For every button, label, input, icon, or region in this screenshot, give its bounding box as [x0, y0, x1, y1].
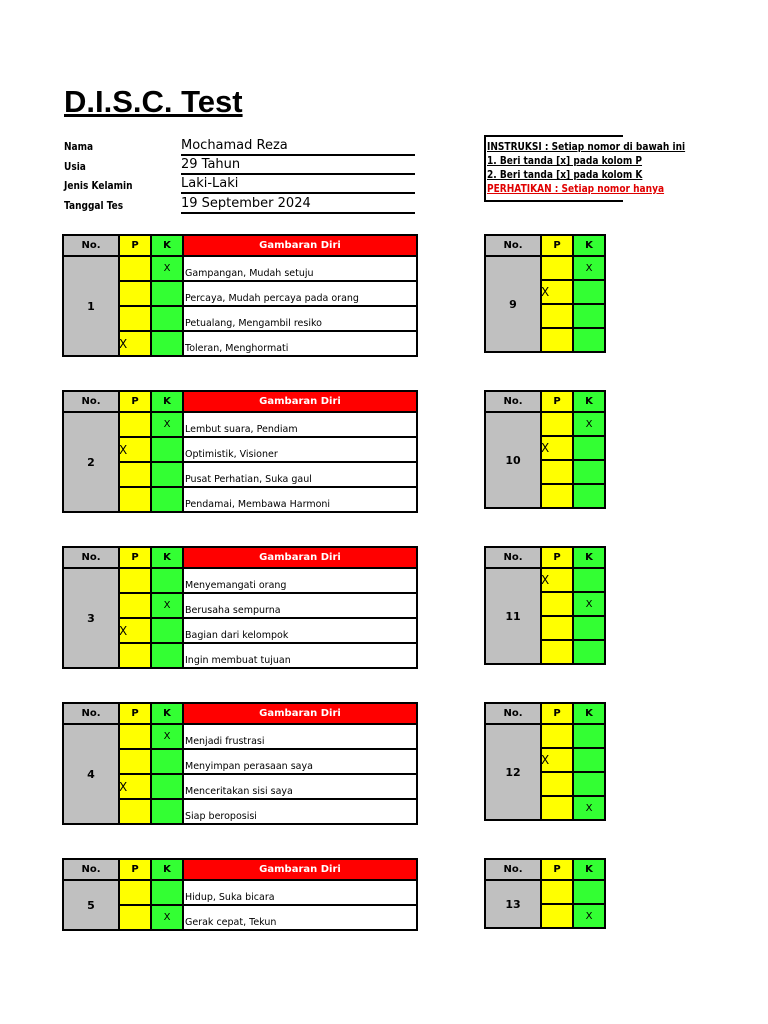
- table-header-row: [63, 703, 417, 724]
- k-checkbox-cell[interactable]: X: [151, 905, 183, 930]
- question-number: 2: [63, 412, 119, 512]
- p-mark: X: [119, 779, 128, 794]
- name-field[interactable]: Mochamad Reza: [181, 137, 415, 156]
- statement-text: Menyimpan perasaan saya: [183, 749, 417, 774]
- p-checkbox-cell[interactable]: [119, 749, 151, 774]
- k-checkbox-cell[interactable]: X: [151, 724, 183, 749]
- header-no: No.: [485, 235, 541, 256]
- instruction-line: INSTRUKSI : Setiap nomor di bawah ini: [487, 141, 686, 153]
- gender-label: Jenis Kelamin: [64, 179, 133, 192]
- question-table: [484, 234, 606, 353]
- p-checkbox-cell[interactable]: [541, 256, 573, 280]
- p-checkbox-cell[interactable]: [541, 328, 573, 352]
- header-k: K: [573, 547, 605, 568]
- statement-text: Gerak cepat, Tekun: [183, 905, 417, 930]
- test-date-field[interactable]: 19 September 2024: [181, 195, 415, 214]
- k-checkbox-cell[interactable]: X: [151, 593, 183, 618]
- statement-text: Menyemangati orang: [183, 568, 417, 593]
- question-group: [62, 702, 418, 825]
- k-checkbox-cell[interactable]: [573, 748, 605, 772]
- header-gambaran: Gambaran Diri: [183, 391, 417, 412]
- statement-text: Percaya, Mudah percaya pada orang: [183, 281, 417, 306]
- header-p: P: [119, 235, 151, 256]
- table-row: [485, 412, 605, 436]
- instruction-warning: PERHATIKAN : Setiap nomor hanya: [487, 183, 665, 195]
- question-table: [484, 702, 606, 821]
- table-row: [63, 880, 417, 905]
- k-checkbox-cell[interactable]: [573, 568, 605, 592]
- statement-text: Lembut suara, Pendiam: [183, 412, 417, 437]
- p-checkbox-cell[interactable]: [119, 331, 151, 356]
- p-checkbox-cell[interactable]: [541, 412, 573, 436]
- p-checkbox-cell[interactable]: [541, 796, 573, 820]
- k-checkbox-cell[interactable]: X: [151, 412, 183, 437]
- table-row: [485, 880, 605, 904]
- table-row: [63, 568, 417, 593]
- header-p: P: [541, 859, 573, 880]
- statement-text: Berusaha sempurna: [183, 593, 417, 618]
- p-checkbox-cell[interactable]: [119, 487, 151, 512]
- question-table: [62, 858, 418, 931]
- p-checkbox-cell[interactable]: [119, 281, 151, 306]
- k-checkbox-cell[interactable]: [151, 618, 183, 643]
- header-no: No.: [63, 391, 119, 412]
- statement-text: Gampangan, Mudah setuju: [183, 256, 417, 281]
- name-label: Nama: [64, 140, 94, 153]
- p-checkbox-cell[interactable]: [119, 306, 151, 331]
- k-checkbox-cell[interactable]: [151, 487, 183, 512]
- question-group: [62, 390, 418, 513]
- p-mark: X: [541, 285, 550, 299]
- table-header-row: [63, 547, 417, 568]
- question-number: 5: [63, 880, 119, 930]
- question-table: [484, 858, 606, 929]
- question-group: [484, 390, 623, 509]
- header-p: P: [541, 391, 573, 412]
- table-row: [63, 412, 417, 437]
- instruction-line: 1. Beri tanda [x] pada kolom P: [487, 155, 643, 167]
- statement-text: Pendamai, Membawa Harmoni: [183, 487, 417, 512]
- gender-field[interactable]: Laki-Laki: [181, 175, 415, 194]
- question-group: [484, 858, 623, 929]
- instruction-line: 2. Beri tanda [x] pada kolom K: [487, 169, 643, 181]
- table-row: [485, 256, 605, 280]
- header-k: K: [573, 703, 605, 724]
- statement-text: Menjadi frustrasi: [183, 724, 417, 749]
- header-gambaran: Gambaran Diri: [183, 703, 417, 724]
- p-mark: X: [119, 442, 128, 457]
- header-p: P: [119, 859, 151, 880]
- k-checkbox-cell[interactable]: [573, 616, 605, 640]
- age-label: Usia: [64, 160, 86, 173]
- question-number: 12: [485, 724, 541, 820]
- p-mark: X: [541, 573, 550, 587]
- header-no: No.: [63, 235, 119, 256]
- k-checkbox-cell[interactable]: X: [151, 256, 183, 281]
- statement-text: Bagian dari kelompok: [183, 618, 417, 643]
- k-checkbox-cell[interactable]: [573, 640, 605, 664]
- header-p: P: [541, 547, 573, 568]
- question-number: 4: [63, 724, 119, 824]
- question-group: [484, 234, 623, 353]
- k-checkbox-cell[interactable]: X: [573, 796, 605, 820]
- p-checkbox-cell[interactable]: [541, 460, 573, 484]
- statement-text: Pusat Perhatian, Suka gaul: [183, 462, 417, 487]
- p-checkbox-cell[interactable]: [541, 436, 573, 460]
- header-k: K: [151, 391, 183, 412]
- k-checkbox-cell[interactable]: X: [573, 256, 605, 280]
- statement-text: Siap beroposisi: [183, 799, 417, 824]
- table-header-row: [485, 235, 605, 256]
- k-checkbox-cell[interactable]: [151, 281, 183, 306]
- k-checkbox-cell[interactable]: X: [573, 592, 605, 616]
- p-checkbox-cell[interactable]: [541, 304, 573, 328]
- k-checkbox-cell[interactable]: [151, 774, 183, 799]
- k-checkbox-cell[interactable]: [573, 304, 605, 328]
- question-group: [484, 546, 623, 665]
- table-row: [485, 724, 605, 748]
- header-k: K: [573, 859, 605, 880]
- p-checkbox-cell[interactable]: [119, 593, 151, 618]
- k-checkbox-cell[interactable]: [573, 772, 605, 796]
- p-checkbox-cell[interactable]: [541, 568, 573, 592]
- question-table: [484, 546, 606, 665]
- k-checkbox-cell[interactable]: [573, 460, 605, 484]
- header-k: K: [573, 235, 605, 256]
- question-number: 10: [485, 412, 541, 508]
- p-checkbox-cell[interactable]: [119, 568, 151, 593]
- p-checkbox-cell[interactable]: [119, 724, 151, 749]
- header-p: P: [119, 391, 151, 412]
- p-checkbox-cell[interactable]: [119, 256, 151, 281]
- p-mark: X: [119, 623, 128, 638]
- table-row: [485, 568, 605, 592]
- k-checkbox-cell[interactable]: [573, 328, 605, 352]
- header-p: P: [541, 235, 573, 256]
- p-checkbox-cell[interactable]: [541, 280, 573, 304]
- header-no: No.: [63, 547, 119, 568]
- k-checkbox-cell[interactable]: [151, 799, 183, 824]
- p-checkbox-cell[interactable]: [119, 774, 151, 799]
- k-checkbox-cell[interactable]: X: [573, 412, 605, 436]
- table-row: [63, 724, 417, 749]
- p-mark: X: [541, 753, 550, 767]
- p-checkbox-cell[interactable]: [541, 904, 573, 928]
- header-k: K: [151, 235, 183, 256]
- question-number: 9: [485, 256, 541, 352]
- p-checkbox-cell[interactable]: [119, 643, 151, 668]
- p-checkbox-cell[interactable]: [541, 640, 573, 664]
- p-mark: X: [119, 336, 128, 351]
- k-checkbox-cell[interactable]: [573, 280, 605, 304]
- p-checkbox-cell[interactable]: [119, 412, 151, 437]
- table-header-row: [63, 391, 417, 412]
- statement-text: Toleran, Menghormati: [183, 331, 417, 356]
- header-no: No.: [63, 703, 119, 724]
- question-table: [62, 234, 418, 357]
- question-group: [62, 234, 418, 357]
- header-no: No.: [485, 547, 541, 568]
- question-table: [484, 390, 606, 509]
- header-k: K: [151, 547, 183, 568]
- header-p: P: [119, 547, 151, 568]
- header-gambaran: Gambaran Diri: [183, 547, 417, 568]
- header-no: No.: [485, 859, 541, 880]
- k-checkbox-cell[interactable]: [151, 749, 183, 774]
- question-table: [62, 546, 418, 669]
- statement-text: Menceritakan sisi saya: [183, 774, 417, 799]
- question-table: [62, 702, 418, 825]
- p-checkbox-cell[interactable]: [541, 724, 573, 748]
- statement-text: Ingin membuat tujuan: [183, 643, 417, 668]
- table-header-row: [63, 235, 417, 256]
- p-checkbox-cell[interactable]: [541, 616, 573, 640]
- p-checkbox-cell[interactable]: [541, 592, 573, 616]
- table-header-row: [485, 391, 605, 412]
- k-checkbox-cell[interactable]: [151, 331, 183, 356]
- table-header-row: [485, 703, 605, 724]
- k-checkbox-cell[interactable]: [573, 436, 605, 460]
- p-checkbox-cell[interactable]: [541, 484, 573, 508]
- p-checkbox-cell[interactable]: [119, 618, 151, 643]
- question-group: [62, 546, 418, 669]
- table-header-row: [63, 859, 417, 880]
- header-no: No.: [485, 703, 541, 724]
- table-header-row: [485, 859, 605, 880]
- page-title: D.I.S.C. Test: [64, 84, 243, 119]
- header-k: K: [151, 703, 183, 724]
- statement-text: Optimistik, Visioner: [183, 437, 417, 462]
- table-header-row: [485, 547, 605, 568]
- k-checkbox-cell[interactable]: X: [573, 904, 605, 928]
- k-checkbox-cell[interactable]: [573, 724, 605, 748]
- header-no: No.: [63, 859, 119, 880]
- header-gambaran: Gambaran Diri: [183, 859, 417, 880]
- k-checkbox-cell[interactable]: [151, 437, 183, 462]
- p-checkbox-cell[interactable]: [119, 799, 151, 824]
- p-checkbox-cell[interactable]: [119, 880, 151, 905]
- k-checkbox-cell[interactable]: [151, 880, 183, 905]
- header-no: No.: [485, 391, 541, 412]
- test-date-label: Tanggal Tes: [64, 199, 124, 212]
- p-checkbox-cell[interactable]: [119, 905, 151, 930]
- p-checkbox-cell[interactable]: [119, 462, 151, 487]
- question-group: [62, 858, 418, 931]
- p-checkbox-cell[interactable]: [541, 748, 573, 772]
- question-number: 1: [63, 256, 119, 356]
- statement-text: Petualang, Mengambil resiko: [183, 306, 417, 331]
- k-checkbox-cell[interactable]: [151, 643, 183, 668]
- statement-text: Hidup, Suka bicara: [183, 880, 417, 905]
- header-k: K: [573, 391, 605, 412]
- question-number: 13: [485, 880, 541, 928]
- p-checkbox-cell[interactable]: [119, 437, 151, 462]
- question-table: [62, 390, 418, 513]
- k-checkbox-cell[interactable]: [151, 462, 183, 487]
- p-checkbox-cell[interactable]: [541, 880, 573, 904]
- k-checkbox-cell[interactable]: [573, 484, 605, 508]
- question-number: 3: [63, 568, 119, 668]
- k-checkbox-cell[interactable]: [151, 306, 183, 331]
- header-p: P: [541, 703, 573, 724]
- header-p: P: [119, 703, 151, 724]
- header-gambaran: Gambaran Diri: [183, 235, 417, 256]
- header-k: K: [151, 859, 183, 880]
- k-checkbox-cell[interactable]: [573, 880, 605, 904]
- question-number: 11: [485, 568, 541, 664]
- age-field[interactable]: 29 Tahun: [181, 156, 415, 175]
- k-checkbox-cell[interactable]: [151, 568, 183, 593]
- question-group: [484, 702, 623, 821]
- p-mark: X: [541, 441, 550, 455]
- p-checkbox-cell[interactable]: [541, 772, 573, 796]
- table-row: [63, 256, 417, 281]
